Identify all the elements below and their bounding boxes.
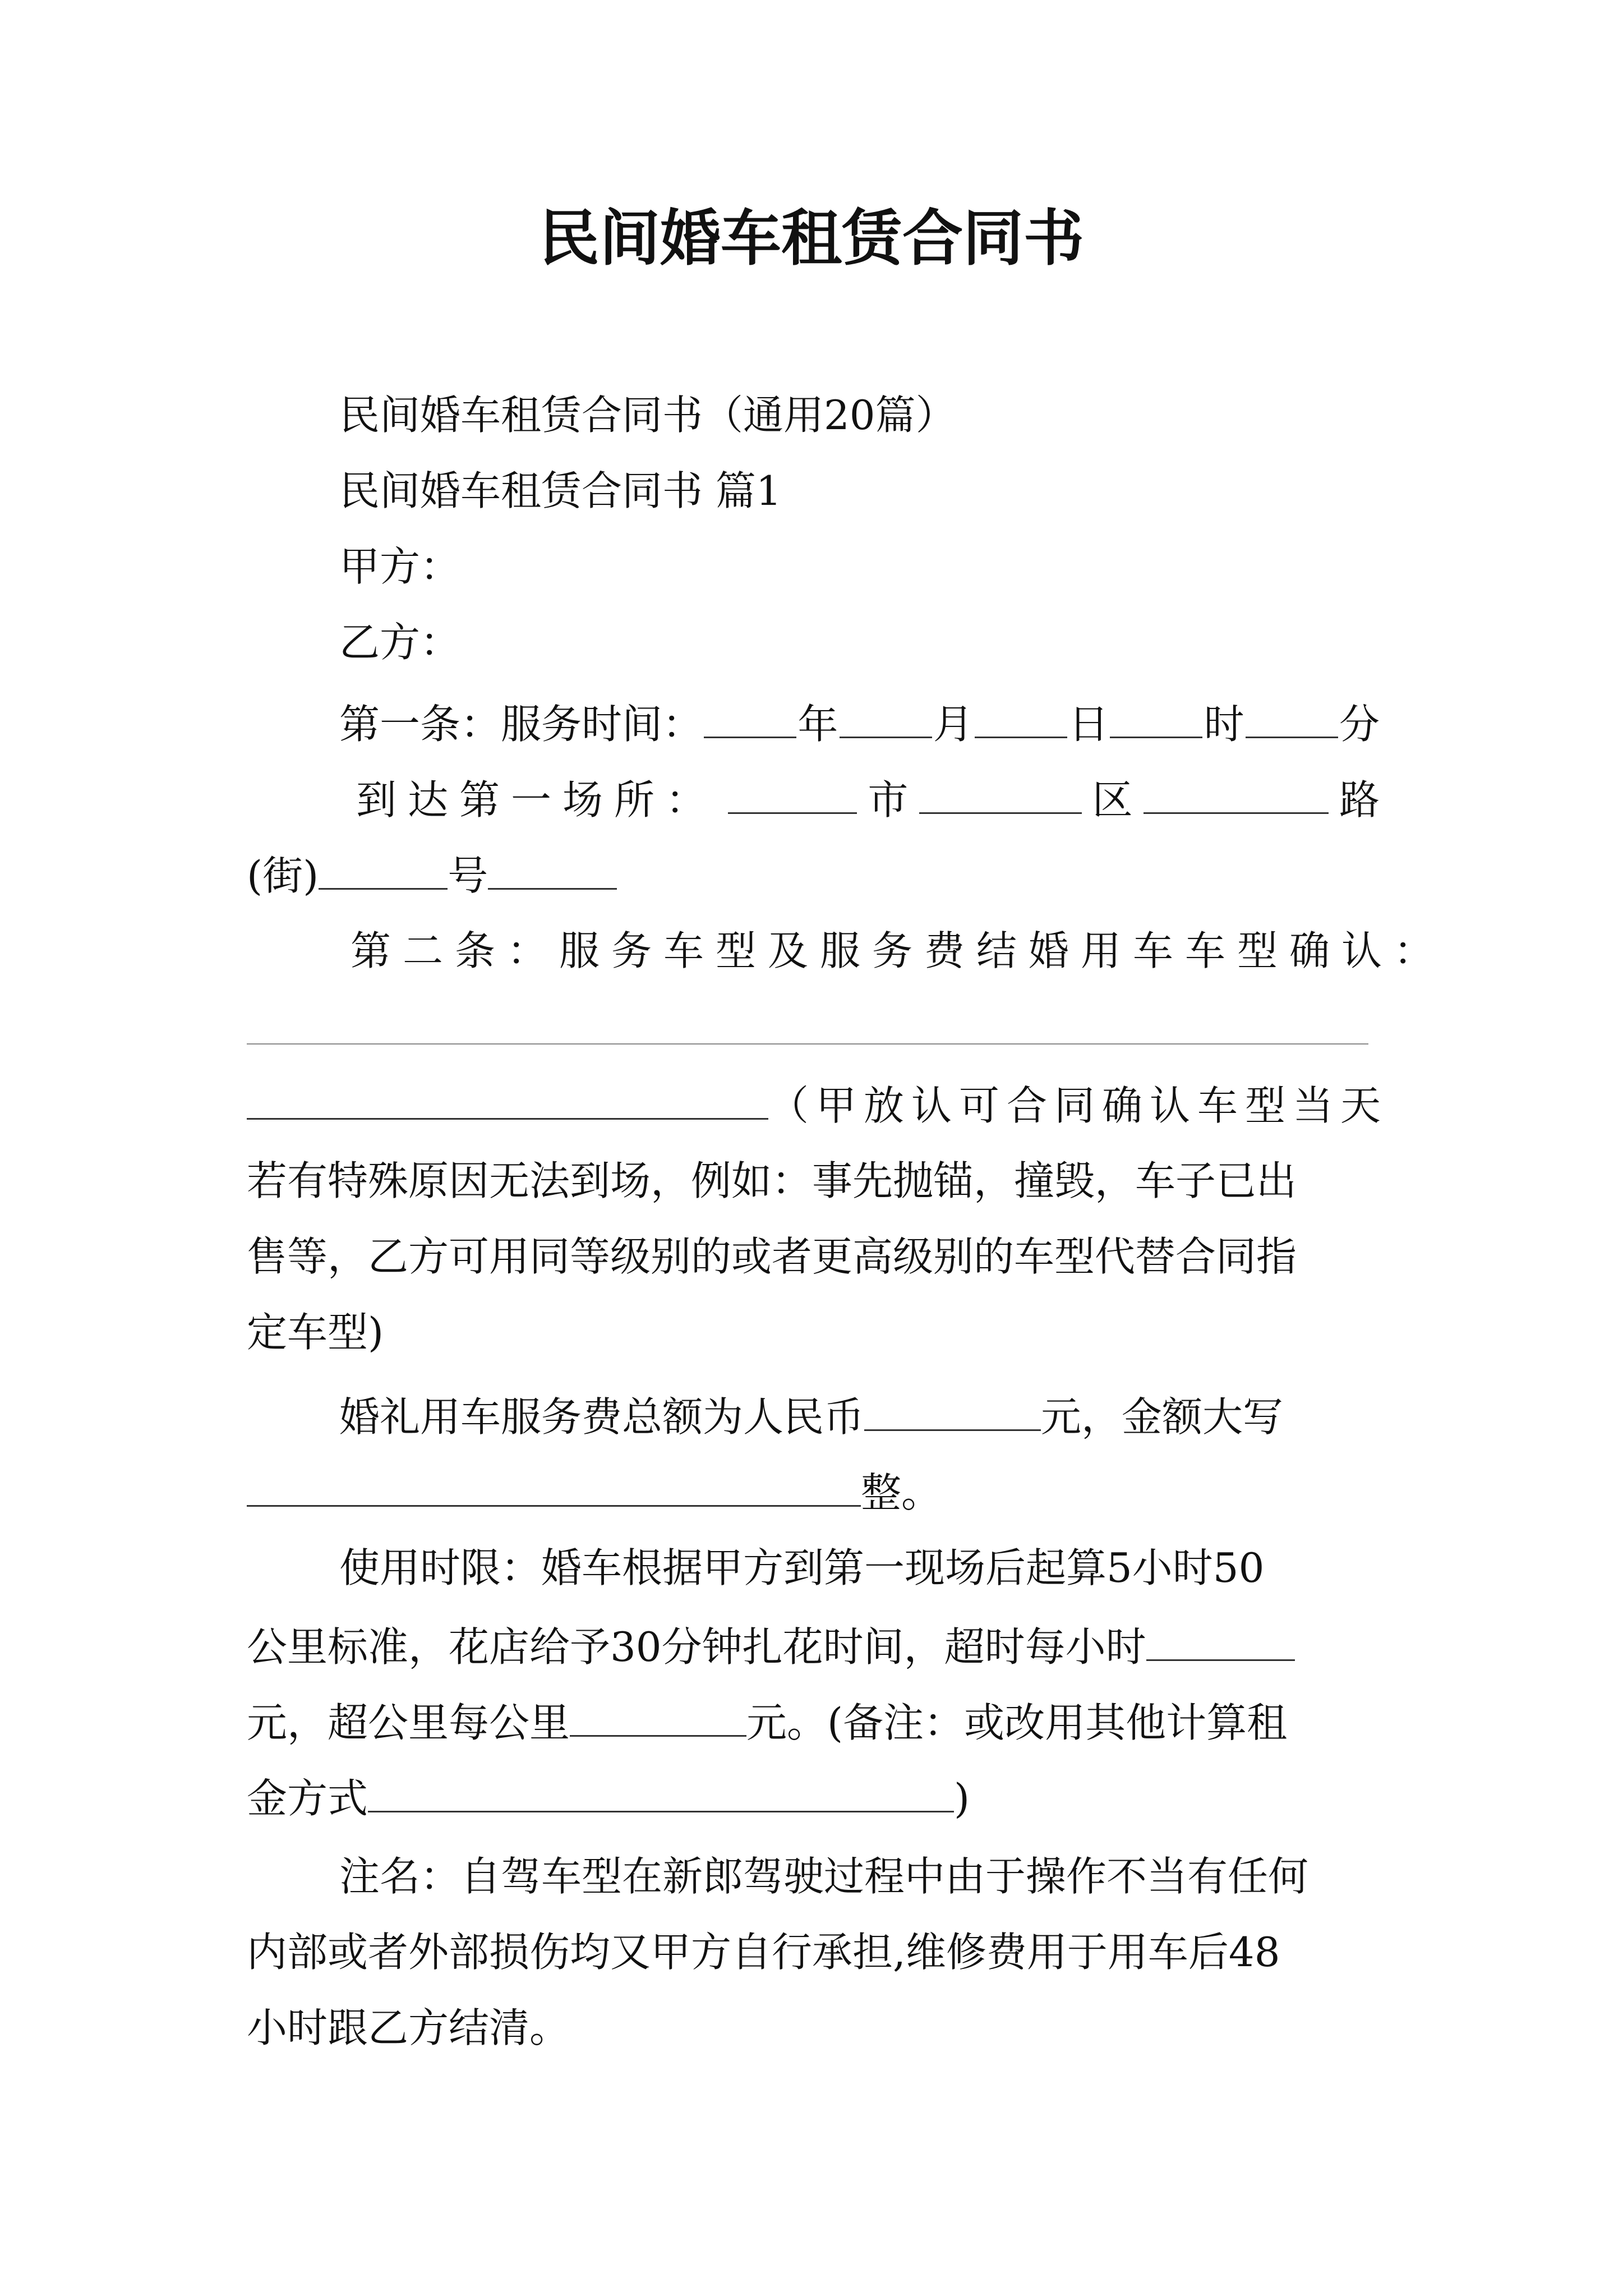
other-method-blank bbox=[368, 1767, 954, 1812]
road-blank bbox=[1144, 769, 1329, 814]
usage-line2 bbox=[247, 1616, 1295, 1675]
car-model-blank-line bbox=[247, 1043, 1368, 1045]
article2-note-line2: 若有特殊原因无法到场，例如：事先抛锚，撞毁，车子已出 bbox=[247, 1157, 1297, 1204]
article2-note-line1 bbox=[247, 1074, 1388, 1134]
section-heading: 民间婚车租赁合同书 篇1 bbox=[339, 467, 782, 514]
document-subtitle: 民间婚车租赁合同书（通用20篇） bbox=[339, 392, 956, 439]
note-line2: 内部或者外部损伤均又甲方自行承担,维修费用于用车后48 bbox=[247, 1929, 1280, 1976]
article2-note-line3: 售等，乙方可用同等级别的或者更高级别的车型代替合同指 bbox=[247, 1233, 1297, 1280]
street-blank bbox=[319, 844, 448, 890]
document-title: 民间婚车租赁合同书 bbox=[538, 203, 1084, 274]
article2-note-text1: （甲放认可合同确认车型当天 bbox=[768, 1082, 1389, 1129]
minute-blank bbox=[1246, 693, 1338, 738]
day-blank bbox=[975, 693, 1067, 738]
usage-line3-b: 元。(备注：或改用其他计算租 bbox=[746, 1699, 1288, 1746]
note-line1: 注名：自驾车型在新郎驾驶过程中由于操作不当有任何 bbox=[339, 1853, 1309, 1900]
city-blank bbox=[728, 769, 857, 814]
article2-note-line4: 定车型) bbox=[247, 1309, 384, 1356]
over-km-fee-blank bbox=[570, 1691, 746, 1737]
number-blank bbox=[488, 844, 617, 890]
usage-line3 bbox=[247, 1691, 1287, 1751]
usage-line4-b: ) bbox=[954, 1775, 970, 1822]
month-label: 月 bbox=[933, 701, 974, 748]
district-label: 区 bbox=[1092, 776, 1133, 823]
usage-line2-text: 公里标准，花店给予30分钟扎花时间，超时每小时 bbox=[247, 1623, 1146, 1671]
fee-mid: 元，金额大写 bbox=[1041, 1393, 1284, 1441]
party-b-label: 乙方： bbox=[339, 619, 461, 666]
fee-line2 bbox=[247, 1461, 942, 1521]
car-model-blank bbox=[247, 1074, 768, 1120]
month-blank bbox=[840, 693, 932, 738]
usage-line4 bbox=[247, 1767, 970, 1826]
overtime-fee-blank bbox=[1146, 1616, 1295, 1661]
road-label: 路 bbox=[1339, 776, 1380, 823]
note-line3: 小时跟乙方结清。 bbox=[247, 2004, 570, 2051]
district-blank bbox=[919, 769, 1082, 814]
fee-amount-blank bbox=[864, 1386, 1041, 1431]
article1-time-line bbox=[339, 693, 1380, 752]
hour-blank bbox=[1110, 693, 1202, 738]
article2-heading: 第二条：服务车型及服务费结婚用车车型确认： bbox=[351, 927, 1446, 974]
minute-label: 分 bbox=[1339, 701, 1380, 748]
fee-line1 bbox=[339, 1386, 1283, 1445]
usage-line4-a: 金方式 bbox=[247, 1775, 368, 1822]
year-blank bbox=[704, 693, 796, 738]
street-number-line bbox=[247, 844, 617, 904]
fee-suffix: 整。 bbox=[861, 1469, 942, 1516]
party-a-label: 甲方： bbox=[339, 543, 461, 590]
day-label: 日 bbox=[1068, 701, 1109, 748]
fee-prefix: 婚礼用车服务费总额为人民币 bbox=[339, 1393, 865, 1441]
fee-capital-blank bbox=[247, 1461, 861, 1507]
year-label: 年 bbox=[797, 701, 838, 748]
hour-label: 时 bbox=[1204, 701, 1244, 748]
article1-label: 第一条：服务时间： bbox=[339, 701, 703, 748]
street-label: (街) bbox=[247, 852, 319, 899]
arrive-label: 到达第一场所： bbox=[356, 776, 718, 823]
arrival-location-line bbox=[356, 769, 1380, 828]
usage-line3-a: 元，超公里每公里 bbox=[247, 1699, 570, 1746]
city-label: 市 bbox=[868, 776, 909, 823]
usage-line1: 使用时限：婚车根据甲方到第一现场后起算5小时50 bbox=[339, 1544, 1265, 1591]
number-label: 号 bbox=[448, 852, 488, 899]
